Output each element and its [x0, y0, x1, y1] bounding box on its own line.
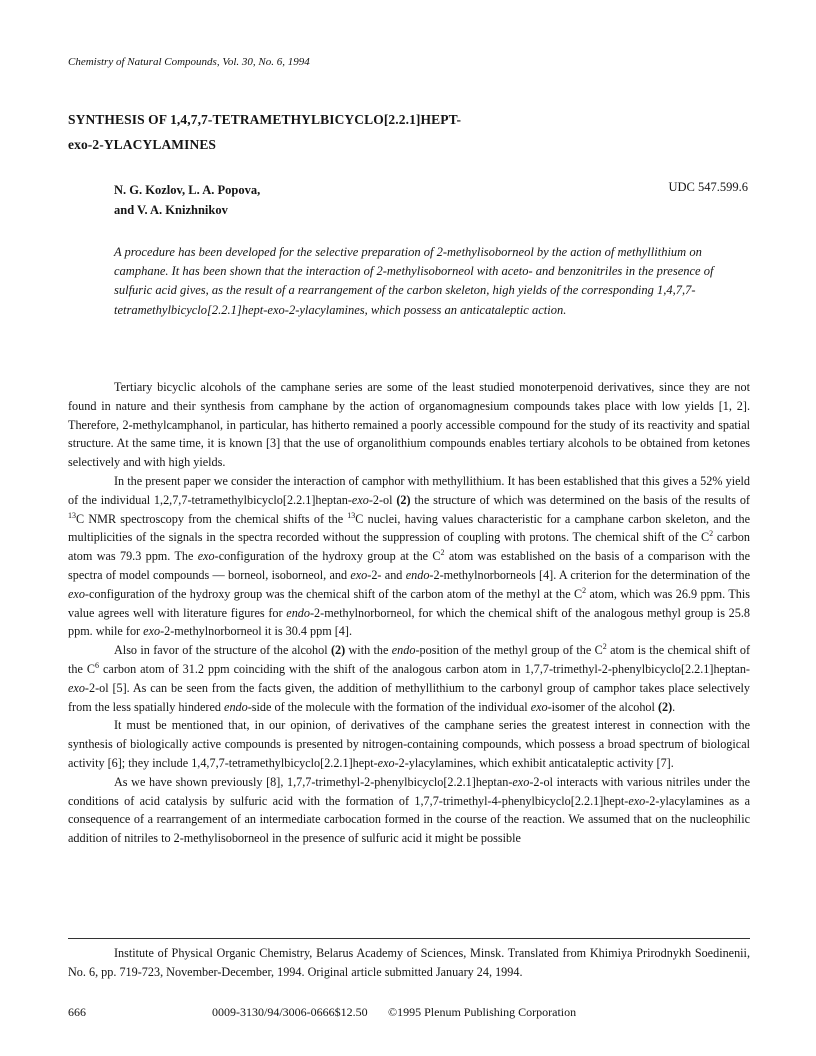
article-code: 0009-3130/94/3006-0666$12.50 — [212, 1005, 368, 1019]
body-paragraph-1: Tertiary bicyclic alcohols of the camphane series are some of the least studied monoterpenoid derivatives, since they are not found in nature and their synthesis from camphane by the action of organomagnesium compounds takes place with low yields [1, 2]. Therefore, 2-methylcamphanol, in particular, has hitherto remained a poorly accessible compound for the study of its reactivity and spatial structure. At the same time, it is known [3] that the use of organolithium compounds enables tertiary alcohols to be obtained from ketones selectively and with high yields. — [68, 380, 750, 470]
body-paragraph-5: As we have shown previously [8], 1,7,7-trimethyl-2-phenylbicyclo[2.2.1]heptan-exo-2-ol interacts with various nitriles under the conditions of acid catalysis by sulfuric acid with the formation of 1,7,7-trimethyl-4-phenylbicyclo[2.2.1]hept-exo-2-ylacylamines as a consequence of a rearrangement of an intermediate carbocation formed in the course of the reaction. We assumed that on the nucleophilic addition of nitriles to 2-methylisoborneol in the presence of sulfuric acid it might be possible — [68, 774, 750, 846]
abstract-paragraph: A procedure has been developed for the selective preparation of 2-methylisoborneol by the action of methyllithium on camphane. It has been shown that the interaction of 2-methylisoborneol with aceto- and benzonitriles in the presence of sulfuric acid gives, as the result of a rearrangement of the carbon skeleton, high yields of the corresponding 1,4,7,7-tetramethylbicyclo[2.2.1]hept-exo-2-ylacylamines, which possess an anticataleptic action. — [114, 245, 714, 317]
article-body — [68, 378, 750, 848]
page-number: 666 — [68, 1005, 86, 1019]
article-title — [68, 107, 728, 157]
footnote: Institute of Physical Organic Chemistry, Belarus Academy of Sciences, Minsk. Translated from Khimiya Prirodnykh Soedinenii, No. 6, pp. 719-723, November-December, 1994. Original article submitted January 24, 1994. — [68, 946, 750, 979]
udc-code: UDC 547.599.6 — [668, 180, 748, 194]
footnote-divider — [68, 938, 750, 939]
authors — [114, 180, 260, 220]
authors-line-1: N. G. Kozlov, L. A. Popova, — [114, 183, 261, 197]
copyright: ©1995 Plenum Publishing Corporation — [388, 1005, 577, 1019]
title-line-1: SYNTHESIS OF 1,4,7,7-TETRAMETHYLBICYCLO[2.2.1]HEPT- — [68, 112, 462, 127]
authors-line-2: and V. A. Knizhnikov — [114, 203, 228, 217]
body-paragraph-2: In the present paper we consider the interaction of camphor with methyllithium. It has been established that this gives a 52% yield of the individual 1,2,7,7-tetramethylbicyclo[2.2.1]heptan-exo-2-ol (2) the structure of which was determined on the basis of the results of $^{13}$C NMR spectroscopy from the chemical shifts of the $^{13}$C nuclei, having values characteristic for a camphane carbon skeleton, and the multiplicities of the signals in the spectra recorded without the suppression of coupling with protons. The chemical shift of the $C^2$ carbon atom was 79.3 ppm. The exo-configuration of the hydroxy group at the $C^2$ atom was established on the basis of a comparison with the spectra of model compounds — borneol, isoborneol, and exo-2- and endo-2-methylnorborneols [4]. A criterion for the determination of the exo-configuration of the hydroxy group was the chemical shift of the carbon atom of the methyl at the $C^2$ atom, which was 26.9 ppm. This value agrees well with literature figures for endo-2-methylnorborneol, for which the chemical shift of the analogous methyl group is 25.8 ppm. while for exo-2-methylnorborneol it is 30.4 ppm [4]. — [68, 473, 750, 639]
journal-citation: Chemistry of Natural Compounds, Vol. 30, No. 6, 1994 — [68, 56, 310, 68]
body-paragraph-3: Also in favor of the structure of the alcohol (2) with the endo-position of the methyl group of the $C^2$ atom is the chemical shift of the $C^6$ carbon atom of 31.2 ppm coinciding with the shift of the analogous carbon atom in 1,7,7-trimethyl-2-phenylbicyclo[2.2.1]heptan-exo-2-ol [5]. As can be seen from the facts given, the addition of methyllithium to the carbonyl group of camphor takes place selectively from the less spatially hindered endo-side of the molecule with the formation of the individual exo-isomer of the alcohol (2). — [68, 642, 751, 714]
body-paragraph-4: It must be mentioned that, in our opinion, of derivatives of the camphane series the greatest interest in connection with the synthesis of biologically active compounds is presented by nitrogen-containing compounds, which possess a broad spectrum of biological activity [6]; they include 1,4,7,7-tetramethylbicyclo[2.2.1]hept-exo-2-ylacylamines, which exhibit anticataleptic activity [7]. — [68, 718, 750, 770]
abstract — [114, 243, 750, 320]
title-line-2: exo-2-YLACYLAMINES — [68, 137, 217, 152]
